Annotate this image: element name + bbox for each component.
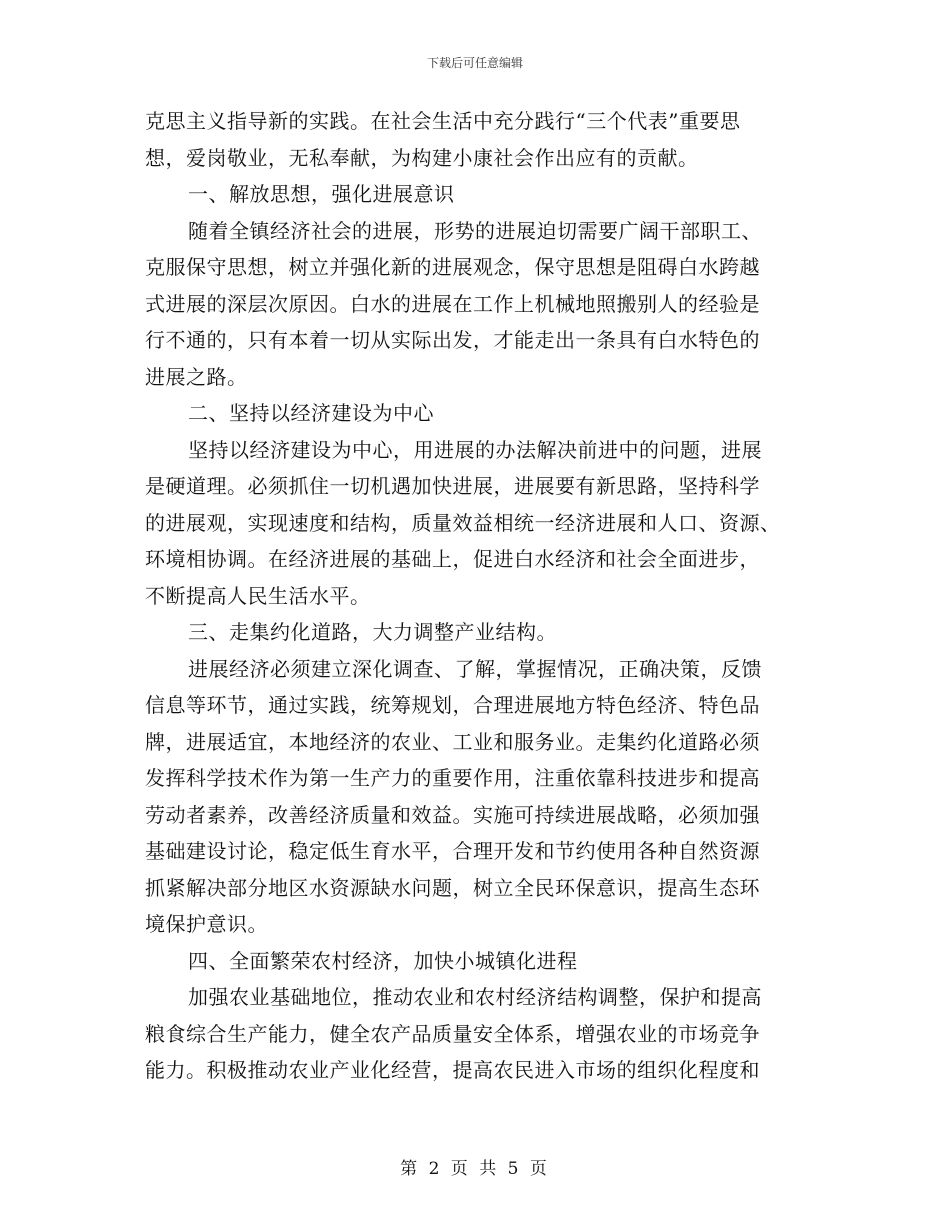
text-line: 式进展的深层次原因。白水的进展在工作上机械地照搬别人的经验是	[145, 291, 760, 316]
text-line: 粮食综合生产能力，健全农产品质量安全体系，增强农业的市场竞争	[145, 1021, 760, 1046]
text-line: 牌，进展适宜，本地经济的农业、工业和服务业。走集约化道路必须	[145, 729, 760, 754]
text-line: 一、解放思想，强化进展意识	[188, 182, 455, 206]
text-line: 环境相协调。在经济进展的基础上，促进白水经济和社会全面进步，	[145, 547, 760, 571]
text-line: 的进展观，实现速度和结构，质量效益相统一经济进展和人口、资源、	[145, 510, 781, 535]
text-line: 基础建设讨论，稳定低生育水平，合理开发和节约使用各种自然资源	[145, 839, 760, 863]
text-line: 坚持以经济建设为中心，用进展的办法解决前进中的问题，进展	[188, 437, 762, 462]
text-line: 行不通的，只有本着一切从实际出发，才能走出一条具有白水特色的	[145, 328, 760, 352]
text-line: 随着全镇经济社会的进展，形势的进展迫切需要广阔干部职工、	[188, 218, 762, 243]
document-body	[145, 103, 807, 1089]
text-line: 抓紧解决部分地区水资源缺水问题，树立全民环保意识，提高生态环	[145, 875, 760, 900]
text-line: 二、坚持以经济建设为中心	[188, 401, 434, 425]
text-line: 想，爱岗敬业，无私奉献，为构建小康社会作出应有的贡献。	[145, 145, 699, 170]
text-line: 进展之路。	[145, 364, 248, 389]
text-line: 能力。积极推动农业产业化经营，提高农民进入市场的组织化程度和	[145, 1058, 760, 1082]
page-header: 下载后可任意编辑	[426, 56, 523, 70]
page-footer: 第 2 页 共 5 页	[400, 1159, 550, 1179]
text-line: 三、走集约化道路，大力调整产业结构。	[188, 620, 557, 644]
text-line: 劳动者素养，改善经济质量和效益。实施可持续进展战略，必须加强	[145, 802, 760, 827]
text-line: 境保护意识。	[145, 912, 268, 936]
text-line: 信息等环节，通过实践，统筹规划，合理进展地方特色经济、特色品	[145, 693, 760, 717]
text-line: 是硬道理。必须抓住一切机遇加快进展，进展要有新思路，坚持科学	[145, 474, 760, 498]
text-line: 不断提高人民生活水平。	[145, 583, 371, 608]
text-line: 加强农业基础地位，推动农业和农村经济结构调整，保护和提高	[188, 985, 762, 1009]
text-line: 发挥科学技术作为第一生产力的重要作用，注重依靠科技进步和提高	[145, 766, 760, 790]
text-line: 四、全面繁荣农村经济，加快小城镇化进程	[188, 948, 578, 973]
text-line: 克思主义指导新的实践。在社会生活中充分践行“三个代表”重要思	[145, 109, 741, 133]
text-line: 进展经济必须建立深化调查、了解，掌握情况，正确决策，反馈	[188, 656, 762, 681]
text-line: 克服保守思想，树立并强化新的进展观念，保守思想是阻碍白水跨越	[145, 255, 760, 279]
